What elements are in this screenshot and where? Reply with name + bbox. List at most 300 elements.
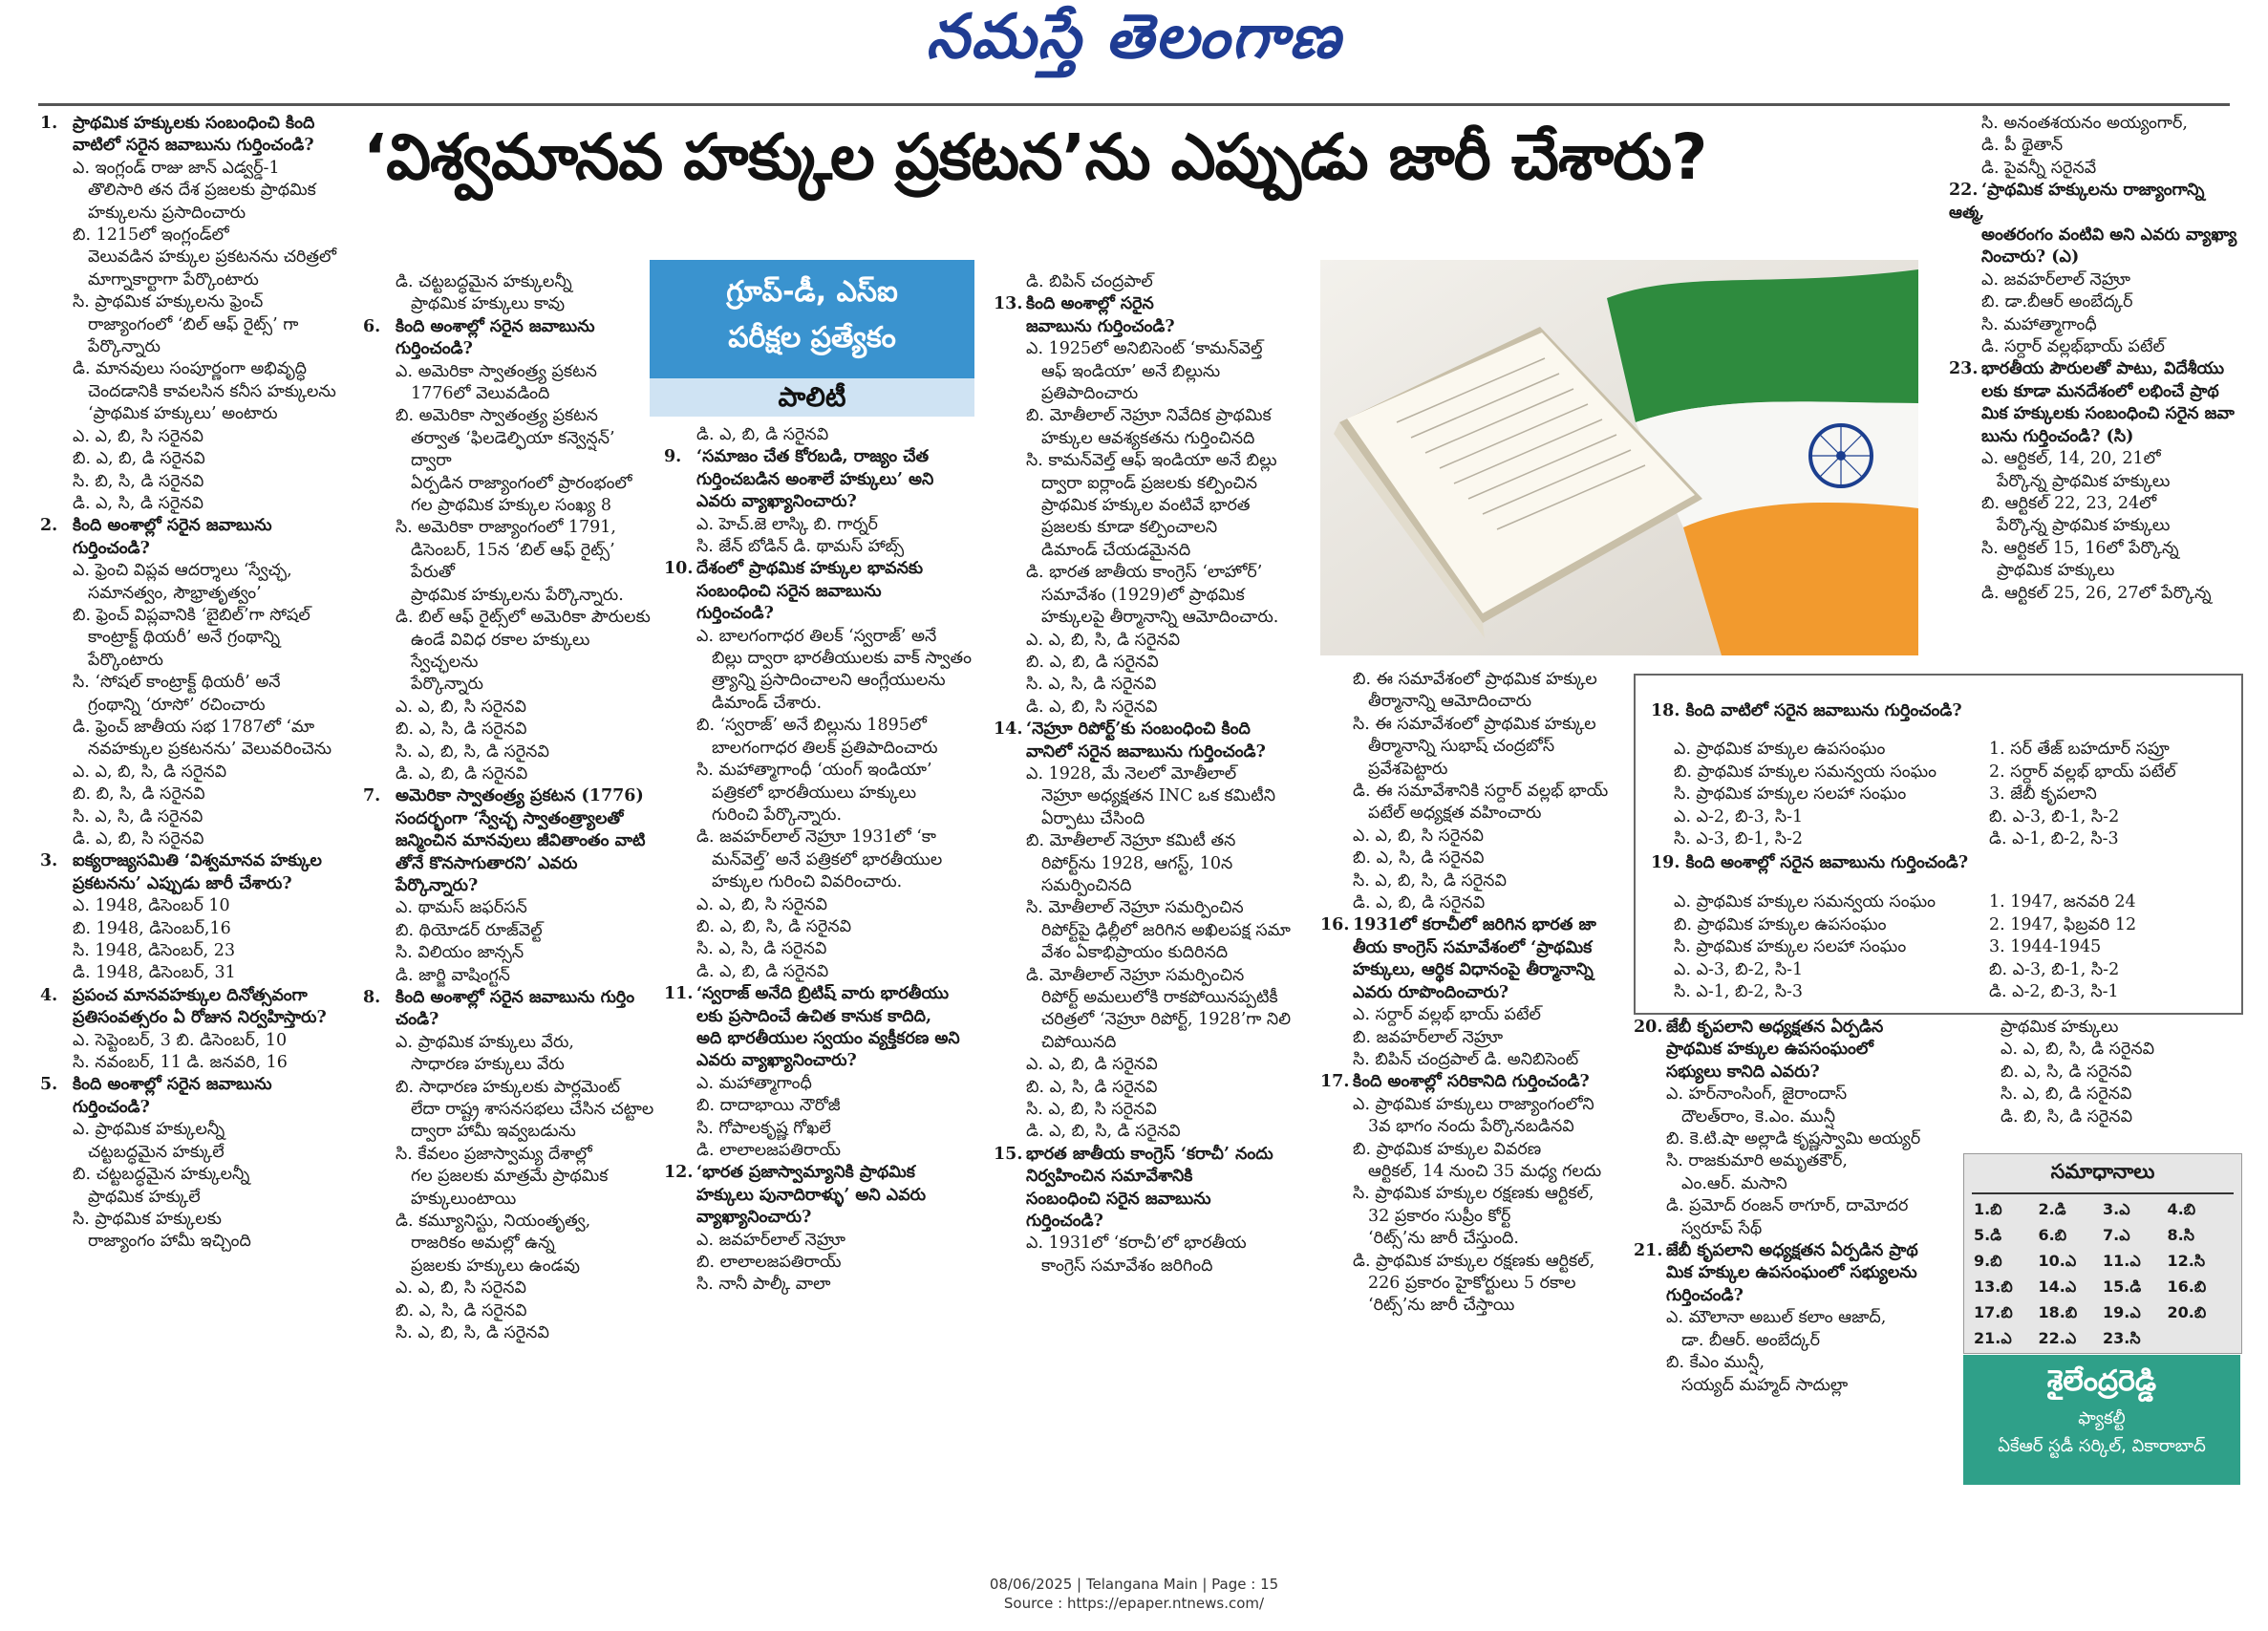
option-line: బి. ప్రాథమిక హక్కుల వివరణ: [1353, 1139, 1542, 1159]
matching-questions-box: [1634, 674, 2243, 1015]
option-line: ప్రాథమిక హక్కులను పేర్కొన్నారు.: [411, 585, 624, 605]
option-line: సి. 1948, డిసెంబర్, 23: [73, 941, 236, 961]
question-line: [1634, 1240, 1958, 1262]
question-number: 9.: [664, 447, 682, 467]
question-number: 11.: [664, 984, 694, 1004]
option-line: సయ్యద్ మహ్మద్ సాదుల్లా: [1681, 1375, 1849, 1395]
column-5: [1320, 669, 1626, 1318]
question-text: భారతీయ పౌరులతో పాటు, విదేశీయు: [1981, 359, 2225, 379]
option-line: బి. మోతీలాల్ నెహ్రూ నివేదిక ప్రాథమిక: [1026, 406, 1272, 426]
answer-item: 1.బి: [1974, 1200, 2002, 1218]
question-number: 17.: [1320, 1072, 1350, 1092]
option-line: సి. జేన్ బోడిన్ డి. థామస్ హాబ్స్: [696, 537, 905, 557]
question-line: వాటిలో సరైన జవాబును గుర్తించండి?: [73, 136, 314, 156]
answer-item: 8.సి: [2167, 1226, 2194, 1244]
option-line: డి. ఎ, బి, డి సరైనవి: [696, 425, 829, 444]
option-line: డి. మానవులు సంపూర్ణంగా అభివృద్ధి: [73, 359, 307, 379]
option-line: సి. ఎ, సి, డి సరైనవి: [696, 939, 827, 959]
answer-item: 19.ఎ: [2103, 1303, 2141, 1321]
option-line: సి. ఈ సమావేశంలో ప్రాథమిక హక్కుల: [1353, 714, 1596, 734]
question-line: బును గుర్తించండి? (సి): [1981, 426, 2134, 446]
question-text: ‘ప్రాథమిక హక్కులను రాజ్యాంగాన్ని ఆత్మ,: [1949, 181, 2205, 223]
option-line: బి. కేఎం మున్షీ,: [1666, 1353, 1765, 1373]
question-line: తీయ కాంగ్రెస్ సమావేశంలో ‘ప్రాథమిక: [1353, 937, 1593, 957]
option-line: చరిత్రలో ‘నెహ్రూ రిపోర్ట్, 1928’గా నిలి: [1041, 1010, 1292, 1030]
match-option: ఎ. ఎ-3, బి-2, సి-1: [1674, 959, 1804, 979]
question-line: [363, 987, 654, 1009]
question-text: 1931లో కరాచీలో జరిగిన భారత జా: [1353, 915, 1596, 935]
option-line: ఎ. మహాత్మాగాంధీ: [696, 1073, 812, 1093]
question-line: గుర్తించబడిన అంశాలే హక్కులు’ అని: [696, 469, 934, 489]
option-line: ఎ. ఎ, బి, సి, డి సరైనవి: [1026, 630, 1181, 650]
option-line: ఎ. జవహర్‌లాల్ నెహ్రూ: [1981, 269, 2131, 290]
option-line: పేర్కొన్నారు: [88, 337, 160, 357]
question-line: తోనే కొనసాగుతారని’ ఎవరు: [396, 853, 578, 873]
question-line: [40, 985, 355, 1007]
option-line: ఎ. సెప్టెంబర్, 3 బి. డిసెంబర్, 10: [73, 1030, 288, 1050]
option-line: గ్రంథాన్ని ‘రూసో’ రచించారు: [88, 695, 266, 715]
option-line: ఎ. ఫ్రెంచి విప్లవ ఆదర్శాలు ‘స్వేచ్ఛ,: [73, 561, 292, 581]
option-line: ప్రాథమిక హక్కులు: [2001, 1018, 2119, 1037]
option-line: ‘రిట్స్’ను జారీ చేస్తాయి: [1368, 1296, 1515, 1316]
match-option: సి. ఎ-1, బి-2, సి-3: [1674, 981, 1804, 1001]
option-line: ప్రాథమిక హక్కులు: [1997, 561, 2115, 581]
question-text: భారత జాతీయ కాంగ్రెస్ ‘కరాచీ’ నందు: [1026, 1144, 1273, 1164]
option-line: సాధారణ హక్కులు వేరు: [411, 1055, 565, 1075]
question-line: పేర్కొన్నారు?: [396, 875, 479, 895]
question-number: 5.: [40, 1075, 58, 1095]
q18-right: [1989, 739, 2228, 850]
answer-key-title: సమాధానాలు: [1972, 1154, 2234, 1194]
option-line: డి. బిల్ ఆఫ్ రైట్స్‌లో అమెరికా పౌరులకు: [396, 608, 651, 628]
option-line: సి. విలియం జాన్సన్: [396, 943, 524, 963]
option-line: సి. ‘సోషల్ కాంట్రాక్ట్ థియరీ’ అనే: [73, 673, 281, 693]
option-line: డి. 1948, డిసెంబర్, 31: [73, 963, 236, 983]
question-text: కింది అంశాల్లో సరైన: [1026, 294, 1154, 314]
option-line: బి. 1948, డిసెంబర్,16: [73, 918, 231, 938]
option-line: నెహ్రూ అధ్యక్షతన INC ఒక కమిటీని: [1041, 786, 1275, 806]
answer-item: 22.ఎ: [2038, 1329, 2077, 1347]
option-line: ఎ. మౌలానా అబుల్ కలాం ఆజాద్,: [1666, 1308, 1887, 1328]
option-line: సమర్పించినది: [1041, 875, 1132, 895]
question-text: ‘సమాజం చేత కోరబడి, రాజ్యం చేత: [696, 447, 930, 467]
option-line: సి. బి, సి, డి సరైనవి: [73, 471, 204, 491]
option-line: ‘ప్రాథమిక హక్కులు’ అంటారు: [88, 404, 278, 424]
option-line: ఎ. ఎ, బి, సి, డి సరైనవి: [2001, 1040, 2155, 1060]
footer-date-line: 08/06/2025 | Telangana Main | Page : 15: [989, 1576, 1279, 1593]
question-line: [1949, 180, 2245, 225]
question-line: [994, 1144, 1309, 1166]
option-line: డి. ఎ, బి, డి సరైనవి: [396, 763, 528, 783]
question-line: [1320, 1071, 1626, 1093]
option-line: ఏర్పాటు చేసింది: [1041, 808, 1145, 828]
answer-item: 12.సి: [2167, 1252, 2206, 1270]
option-line: బిల్లు ద్వారా భారతీయులకు వాక్ స్వాతం: [712, 649, 972, 669]
option-line: త్ర్యాన్ని ప్రసాదించాలని ఆంగ్లేయులను: [712, 671, 946, 691]
question-text: ప్రపంచ మానవహక్కుల దినోత్సవంగా: [73, 985, 308, 1005]
question-number: 1.: [40, 114, 58, 133]
option-line: ఆర్టికల్, 14 నుంచి 35 మధ్య గలదు: [1368, 1161, 1602, 1181]
option-line: డి. ఎ, బి, సి సరైనవి: [1026, 697, 1158, 717]
question-line: ప్రకటనను’ ఎప్పుడు జారీ చేశారు?: [73, 873, 292, 893]
question-number: 14.: [994, 719, 1023, 740]
question-number: 15.: [994, 1144, 1023, 1164]
option-line: ఎ. ప్రాథమిక హక్కులు వేరు,: [396, 1032, 574, 1052]
match-option: ఎ. ప్రాథమిక హక్కుల సమన్వయ సంఘం: [1674, 892, 1936, 912]
option-line: డి. బిపిన్ చంద్రపాల్: [1026, 272, 1153, 291]
question-number: 16.: [1320, 915, 1350, 935]
column-4: [994, 271, 1309, 1277]
option-line: బి. ఎ, సి, డి సరైనవి: [396, 1300, 527, 1320]
option-line: ఎ. హెచ్.జె లాస్కి బి. గార్నర్: [696, 514, 878, 534]
question-line: లకు కూడా మనదేశంలో లభించే ప్రాథ: [1981, 381, 2219, 401]
option-line: పేర్కొంటారు: [88, 650, 163, 670]
question-line: గుర్తించండి?: [396, 339, 473, 359]
option-line: ఏర్పడిన రాజ్యాంగంలో ప్రారంభంలో: [411, 473, 632, 493]
match-option: బి. ఎ-3, బి-1, సి-2: [1989, 959, 2120, 979]
option-line: బి. లాలాలజపతిరాయ్: [696, 1253, 842, 1273]
match-option: ఎ. ప్రాథమిక హక్కుల ఉపసంఘం: [1674, 740, 1886, 760]
question-line: ఎవరు వ్యాఖ్యానించారు?: [696, 492, 857, 512]
answer-item: 5.డి: [1974, 1226, 2002, 1244]
column-6: [1634, 1017, 1958, 1397]
match-option: 2. సర్దార్ వల్లభ్ భాయ్ పటేల్: [1989, 762, 2176, 782]
option-line: డి. పీ థైతాన్: [1981, 136, 2064, 156]
question-line: మిక హక్కుల ఉపసంఘంలో సభ్యులను: [1666, 1263, 1917, 1283]
question-line: సందర్భంగా ‘స్వేచ్ఛ స్వాతంత్ర్యాలతో: [396, 808, 624, 828]
option-line: బి. ఎ, సి, డి సరైనవి: [1353, 848, 1485, 869]
option-line: డి. లాలాలజపతిరాయ్: [696, 1141, 841, 1160]
footer-source-line: Source : https://epaper.ntnews.com/: [1003, 1595, 1265, 1612]
option-line: బి. ‘స్వరాజ్’ అనే బిల్లును 1895లో: [696, 716, 927, 736]
question-number: 3.: [40, 851, 58, 871]
option-line: దౌలత్‌రాం, కె.ఎం. మున్షీ: [1681, 1106, 1836, 1127]
question-line: అంతరంగం వంటివి అని ఎవరు వ్యాఖ్యా: [1981, 225, 2237, 246]
match-option: సి. ప్రాథమిక హక్కుల సలహా సంఘం: [1674, 937, 1907, 957]
option-line: ఎ. ఎ, బి, సి సరైనవి: [73, 426, 203, 446]
option-line: ఎ. సర్దార్ వల్లభ్ భాయ్ పటేల్: [1353, 1005, 1541, 1025]
option-line: సి. ఎ, సి, డి సరైనవి: [73, 806, 203, 826]
option-line: వెలువడిన హక్కుల ప్రకటనను చరిత్రలో: [88, 247, 337, 268]
question-text: కింది అంశాల్లో సరైన జవాబును: [396, 316, 595, 336]
answer-item: 10.ఎ: [2038, 1252, 2077, 1270]
page-footer: [0, 1575, 2268, 1613]
option-line: డిసెంబర్, 15న ‘బిల్ ఆఫ్ రైట్స్’ పేరుతో: [411, 540, 615, 583]
option-line: ఎ. హర్‌నాంసింగ్, జైరాందాస్: [1666, 1084, 1848, 1105]
option-line: సి. ఎ, బి, సి సరైనవి: [1026, 1100, 1157, 1120]
option-line: ఎ. జవహర్‌లాల్ నెహ్రూ: [696, 1230, 846, 1250]
option-line: మన్‌వెల్త్’ అనే పత్రికలో భారతీయుల: [712, 849, 943, 869]
question-line: చండి?: [396, 1010, 439, 1030]
option-line: ఎ. ఎ, బి, సి సరైనవి: [396, 697, 526, 717]
option-line: ఎ. ఎ, బి, సి సరైనవి: [1353, 826, 1484, 846]
answer-item: 23.సి: [2103, 1329, 2141, 1347]
option-line: ప్రాథమిక హక్కులే: [88, 1187, 201, 1207]
option-line: చెందడానికి కావలసిన కనీస హక్కులను: [88, 381, 336, 401]
option-line: సి. రాజకుమారి అమృతకౌర్,: [1666, 1151, 1848, 1171]
option-line: హక్కులపై తీర్మానాన్ని ఆమోదించారు.: [1041, 608, 1279, 628]
answer-item: 4.బి: [2167, 1200, 2196, 1218]
question-line: [1320, 914, 1626, 936]
answer-item: 21.ఎ: [1974, 1329, 2012, 1347]
question-line: [363, 316, 654, 338]
option-line: హక్కులుంటాయి: [411, 1189, 517, 1209]
match-option: బి. ఎ-3, బి-1, సి-2: [1989, 806, 2120, 826]
option-line: డి. మోతీలాల్ నెహ్రూ సమర్పించిన: [1026, 965, 1245, 985]
question-line: హక్కులు పునాదిరాళ్ళు’ అని ఎవరు: [696, 1185, 927, 1205]
question-line: [40, 113, 355, 135]
answer-key-grid: [1964, 1194, 2241, 1357]
option-line: హక్కుల గురించి వివరించారు.: [712, 872, 903, 892]
option-line: సమావేశం (1929)లో ప్రాథమిక: [1041, 585, 1245, 605]
option-line: డి. పైవన్నీ సరైనవే: [1981, 158, 2097, 178]
option-line: డి. ఈ సమావేశానికి సర్దార్ వల్లభ్ భాయ్: [1353, 782, 1609, 802]
option-line: ఎ. ఎ, బి, డి సరైనవి: [1026, 1055, 1158, 1075]
question-line: [1949, 358, 2245, 380]
question-line: హక్కులు, ఆర్థిక విధానంపై తీర్మానాన్ని: [1353, 960, 1594, 980]
option-line: తీర్మానాన్ని సుభాష్ చంద్రబోస్: [1368, 737, 1555, 757]
option-line: డి. ప్రాథమిక హక్కుల రక్షణకు ఆర్టికల్,: [1353, 1251, 1595, 1271]
option-line: సి. నవంబర్, 11 డి. జనవరి, 16: [73, 1053, 288, 1073]
option-line: కాంగ్రెస్ సమావేశం జరిగింది: [1041, 1255, 1213, 1276]
question-line: సంబంధించి సరైన జవాబును: [696, 581, 882, 601]
answer-item: 17.బి: [1974, 1303, 2013, 1321]
question-line: గుర్తించండి?: [1666, 1285, 1744, 1305]
author-org: ఏకేఆర్ స్టడీ సర్కిల్, వికారాబాద్: [1998, 1436, 2206, 1456]
option-line: సి. గోపాలకృష్ణ గోఖలే: [696, 1118, 831, 1138]
column-1: [40, 113, 355, 1254]
option-line: బి. బి, సి, డి సరైనవి: [73, 784, 205, 805]
option-line: రిపోర్ట్‌పై ఢిల్లీలో జరిగిన అఖిలపక్ష సమా: [1041, 920, 1291, 940]
option-line: సి. బిపిన్ చంద్రపాల్ డి. అనిబిసెంట్: [1353, 1049, 1579, 1069]
option-line: బి. దాదాభాయి నౌరోజీ: [696, 1096, 841, 1116]
question-line: లకు ప్రసాదించే ఉచిత కానుక కాదిది,: [696, 1006, 932, 1026]
option-line: హక్కుల ఆవశ్యకతను గుర్తించినది: [1041, 428, 1255, 448]
option-line: పేర్కొన్న ప్రాథమిక హక్కులు: [1997, 471, 2171, 491]
option-line: బి. థియోడర్ రూజ్‌వెల్ట్: [396, 920, 543, 940]
question-number: 7.: [363, 786, 381, 806]
column-7-top: [1949, 113, 2245, 605]
option-line: బి. ఎ, బి, డి సరైనవి: [73, 449, 205, 469]
question-line: [994, 293, 1309, 315]
question-line: సంబంధించి సరైన జవాబును: [1026, 1189, 1211, 1209]
answer-item: 14.ఎ: [2038, 1277, 2077, 1296]
question-text: జేబీ కృపలాని అధ్యక్షతన ఏర్పడిన ప్రాథ: [1666, 1241, 1918, 1261]
option-line: బి. ఎ, సి, డి సరైనవి: [2001, 1062, 2132, 1082]
question-number: 22.: [1949, 181, 1979, 201]
badge-line-2: పరీక్షల ప్రత్యేకం: [728, 321, 896, 354]
option-line: రాజ్యాంగంలో ‘బిల్ ఆఫ్ రైట్స్’ గా: [88, 314, 299, 334]
question-line: [664, 446, 989, 468]
question-19: 19. కింది అంశాల్లో సరైన జవాబును గుర్తించండి?: [1651, 853, 1969, 873]
question-text: ‘స్వరాజ్ అనేది బ్రిటిష్ వారు భారతీయు: [696, 984, 950, 1004]
option-line: పటేల్ అధ్యక్షత వహించారు: [1368, 804, 1542, 824]
option-line: తీర్మానాన్ని ఆమోదించారు: [1368, 692, 1532, 712]
option-line: డా. బీఆర్. అంబేద్కర్: [1681, 1330, 1820, 1350]
option-line: సి. మహాత్మాగాంధీ ‘యంగ్ ఇండియా’: [696, 761, 932, 781]
option-line: బి. 1215లో ఇంగ్లండ్‌లో: [73, 225, 229, 246]
option-line: డి. సర్దార్ వల్లభ్‌భాయ్ పటేల్: [1981, 337, 2165, 357]
option-line: తొలిసారి తన దేశ ప్రజలకు ప్రాథమిక: [88, 181, 316, 201]
question-number: 4.: [40, 985, 58, 1005]
option-line: సి. కామన్‌వెల్త్ ఆఫ్ ఇండియా అనే బిల్లు: [1026, 451, 1277, 471]
option-line: ప్రజలకు కూడా కల్పించాలని: [1041, 518, 1218, 538]
question-line: ఎవరు వ్యాఖ్యానించారు?: [696, 1051, 857, 1071]
match-option: ఎ. ఎ-2, బి-3, సి-1: [1674, 806, 1804, 826]
option-line: బి. ఎ, బి, డి సరైనవి: [1026, 652, 1159, 672]
option-line: ఎ. ఎ, బి, సి సరైనవి: [396, 1278, 526, 1298]
option-line: ప్రజలకు హక్కులు ఉండవు: [411, 1255, 580, 1276]
match-option: 2. 1947, ఫిబ్రవరి 12: [1989, 914, 2137, 934]
option-line: బి. అమెరికా స్వాతంత్ర్య ప్రకటన: [396, 406, 598, 426]
option-line: బాలగంగాధర తిలక్ ప్రతిపాదించారు: [712, 738, 938, 758]
option-line: ఎం.ఆర్. మసాని: [1681, 1173, 1787, 1193]
option-line: కాంట్రాక్ట్ థియరీ’ అనే గ్రంథాన్ని: [88, 628, 280, 648]
question-line: గుర్తించండి?: [73, 1097, 150, 1117]
question-line: [1634, 1017, 1958, 1039]
option-line: ఎ. ఆర్టికల్, 14, 20, 21లో: [1981, 449, 2161, 469]
match-option: సి. ఎ-3, బి-1, సి-2: [1674, 829, 1804, 849]
q19-left: [1651, 891, 1989, 1003]
match-option: 3. 1944-1945: [1989, 937, 2102, 957]
option-line: రాజరికం అమల్లో ఉన్న: [411, 1234, 555, 1254]
option-line: సి. ఎ, బి, సి, డి సరైనవి: [1353, 870, 1507, 891]
option-line: డి. చట్టబద్ధమైన హక్కులన్నీ: [396, 272, 572, 291]
badge-line-1: గ్రూప్-డీ, ఎస్ఐ: [726, 275, 898, 309]
masthead: [0, 0, 2268, 88]
option-line: పేర్కొన్న ప్రాథమిక హక్కులు: [1997, 516, 2171, 536]
option-line: ‘రిట్స్’ను జారీ చేస్తుంది.: [1368, 1229, 1519, 1249]
option-line: పేర్కొన్నారు: [411, 675, 483, 695]
question-line: ప్రాథమిక హక్కుల ఉపసంఘంలో: [1666, 1040, 1873, 1060]
question-line: మిక హక్కులకు సంబంధించి సరైన జవా: [1981, 404, 2235, 424]
option-line: ఎ. ప్రాథమిక హక్కులు రాజ్యాంగంలోని: [1353, 1094, 1594, 1114]
option-line: డి. కమ్యూనిస్టు, నియంతృత్వ,: [396, 1212, 591, 1232]
question-line: వ్యాఖ్యానించారు?: [696, 1208, 812, 1228]
option-line: డి. ఎ, బి, డి సరైనవి: [1353, 893, 1486, 913]
answer-item: 18.బి: [2038, 1303, 2078, 1321]
option-line: సి. అనంతశయనం అయ్యంగార్,: [1981, 114, 2188, 133]
option-line: సి. ఎ, బి, సి, డి సరైనవి: [396, 1323, 549, 1343]
option-line: బి. ఎ, సి, డి సరైనవి: [1026, 1077, 1158, 1097]
question-line: గుర్తించండి?: [1026, 1212, 1103, 1232]
column-3: [664, 424, 989, 1297]
answer-item: 15.డి: [2103, 1277, 2142, 1296]
option-line: తర్వాత ‘ఫిలడెల్ఫియా కన్వెన్షన్’ ద్వారా: [411, 428, 615, 471]
match-option: 1. సర్ తేజ్ బహదూర్ సప్రూ: [1989, 740, 2170, 760]
match-option: డి. ఎ-1, బి-2, సి-3: [1989, 829, 2119, 849]
match-option: సి. ప్రాథమిక హక్కుల సలహా సంఘం: [1674, 784, 1907, 805]
question-line: గుర్తించండి?: [73, 538, 150, 558]
option-line: ఆఫ్ ఇండియా’ అనే బిల్లును: [1041, 361, 1221, 381]
question-line: జవాబును గుర్తించండి?: [1026, 316, 1175, 336]
badge-subject: పాలిటీ: [650, 378, 974, 417]
option-line: బి. డా.బీఆర్ అంబేద్కర్: [1981, 292, 2133, 312]
question-line: ప్రతిసంవత్సరం ఏ రోజున నిర్వహిస్తారు?: [73, 1008, 327, 1028]
option-line: గల ప్రాథమిక హక్కుల సంఖ్య 8: [411, 496, 611, 516]
question-text: కింది అంశాల్లో సరైన జవాబును: [73, 516, 272, 536]
option-line: సి. మోతీలాల్ నెహ్రూ సమర్పించిన: [1026, 898, 1244, 918]
question-18: 18. కింది వాటిలో సరైన జవాబును గుర్తించండి?: [1651, 700, 1962, 720]
option-line: హక్కులను ప్రసాదించారు: [88, 203, 246, 223]
option-line: రిపోర్ట్‌ను 1928, ఆగస్ట్, 10న: [1041, 853, 1233, 873]
question-line: నించారు? (ఎ): [1981, 247, 2080, 268]
answer-item: 3.ఎ: [2103, 1200, 2130, 1218]
question-line: [40, 850, 355, 872]
option-line: బి. ఆర్టికల్ 22, 23, 24లో: [1981, 493, 2157, 513]
question-line: [664, 558, 989, 580]
option-line: సి. కేవలం ప్రజాస్వామ్య దేశాల్లో: [396, 1144, 592, 1164]
option-line: స్వరూప్ సేథ్: [1681, 1218, 1763, 1238]
option-line: 226 ప్రకారం హైకోర్టులు 5 రకాల: [1368, 1273, 1576, 1293]
newspaper-logo: నమస్తే తెలంగాణ: [926, 1, 1342, 73]
option-line: గురించి పేర్కొన్నారు.: [712, 805, 843, 825]
section-badge: [650, 260, 974, 417]
question-line: సభ్యులు కానిది ఎవరు?: [1666, 1062, 1820, 1082]
question-line: [664, 1162, 989, 1184]
option-line: 3వ భాగం నందు పేర్కొనబడినవి: [1368, 1117, 1574, 1137]
option-line: ద్వారా ఐర్లాండ్ ప్రజలకు కల్పించిన: [1041, 473, 1258, 493]
option-line: డి. ఎ, బి, డి సరైనవి: [696, 961, 829, 981]
option-line: రాజ్యాంగం హామీ ఇచ్చింది: [88, 1232, 251, 1252]
option-line: చట్టబద్ధమైన హక్కులే: [88, 1142, 225, 1162]
question-text: కింది అంశాల్లో సరైన జవాబును గుర్తిం: [396, 988, 635, 1007]
option-line: సి. ఆర్టికల్ 15, 16లో పేర్కొన్న: [1981, 538, 2179, 558]
match-option: 3. జేబీ కృపలాని: [1989, 784, 2097, 805]
question-line: [664, 983, 989, 1005]
question-text: కింది అంశాల్లో సరికానిది గుర్తించండి?: [1353, 1072, 1590, 1092]
option-line: ఎ. 1928, మే నెలలో మోతీలాల్: [1026, 763, 1237, 783]
column-7-bottom: [1968, 1017, 2245, 1128]
question-line: నిర్వహించిన సమావేశానికి: [1026, 1167, 1193, 1187]
option-line: బి. ఈ సమావేశంలో ప్రాథమిక హక్కుల: [1353, 670, 1597, 689]
question-line: గుర్తించండి?: [696, 604, 774, 624]
question-text: ఐక్యరాజ్యసమితి ‘విశ్వమానవ హక్కుల: [73, 851, 322, 871]
option-line: మాగ్నాకార్టాగా పేర్కొంటారు: [88, 269, 259, 290]
option-line: డి. జార్జి వాషింగ్టన్: [396, 965, 510, 985]
answer-item: 2.డి: [2038, 1200, 2066, 1218]
option-line: డి. జవహర్‌లాల్ నెహ్రూ 1931లో ‘కా: [696, 827, 936, 848]
option-line: డి. ప్రమోద్ రంజన్ ఠాగూర్, దామోదర: [1666, 1196, 1909, 1216]
question-line: [40, 515, 355, 537]
option-line: చిపోయినది: [1041, 1032, 1117, 1052]
option-line: బి. సాధారణ హక్కులకు పార్లమెంట్: [396, 1077, 621, 1097]
option-line: బి. ఎ, బి, సి, డి సరైనవి: [696, 916, 852, 936]
option-line: ప్రతిపాదించారు: [1041, 384, 1139, 404]
page-headline: ‘విశ్వమానవ హక్కుల ప్రకటన’ను ఎప్పుడు జారీ చేశారు?: [363, 120, 1707, 194]
option-line: సి. ప్రాథమిక హక్కులకు: [73, 1209, 222, 1229]
option-line: సి. ఎ, బి, డి సరైనవి: [2001, 1084, 2132, 1105]
option-line: వేశం ఏకాభిప్రాయం కుదిరినది: [1041, 943, 1229, 963]
question-number: 13.: [994, 294, 1023, 314]
question-number: 6.: [363, 316, 381, 336]
answer-item: 9.బి: [1974, 1252, 2002, 1270]
option-line: ఉండే వివిధ రకాల హక్కులు స్వేచ్ఛలను: [411, 630, 590, 672]
option-line: డిమాండ్ చేశారు.: [712, 693, 823, 713]
author-name: శైలేంద్రరెడ్డి: [2046, 1364, 2157, 1398]
match-option: డి. ఎ-2, బి-3, సి-1: [1989, 981, 2119, 1001]
q19-right: [1989, 891, 2228, 1003]
q18-left: [1651, 739, 1989, 850]
question-line: [363, 785, 654, 807]
option-line: ఎ. ఎ, బి, సి, డి సరైనవి: [73, 762, 227, 782]
author-box: [1963, 1355, 2240, 1485]
option-line: డి. భారత జాతీయ కాంగ్రెస్ ‘లాహోర్’: [1026, 563, 1263, 583]
option-line: సి. ఎ, బి, సి, డి సరైనవి: [396, 741, 549, 762]
option-line: డి. ఎ, బి, సి సరైనవి: [73, 829, 204, 848]
question-text: కింది అంశాల్లో సరైన జవాబును: [73, 1075, 272, 1095]
option-line: ప్రాథమిక హక్కుల వంటివే భారత: [1041, 496, 1251, 516]
